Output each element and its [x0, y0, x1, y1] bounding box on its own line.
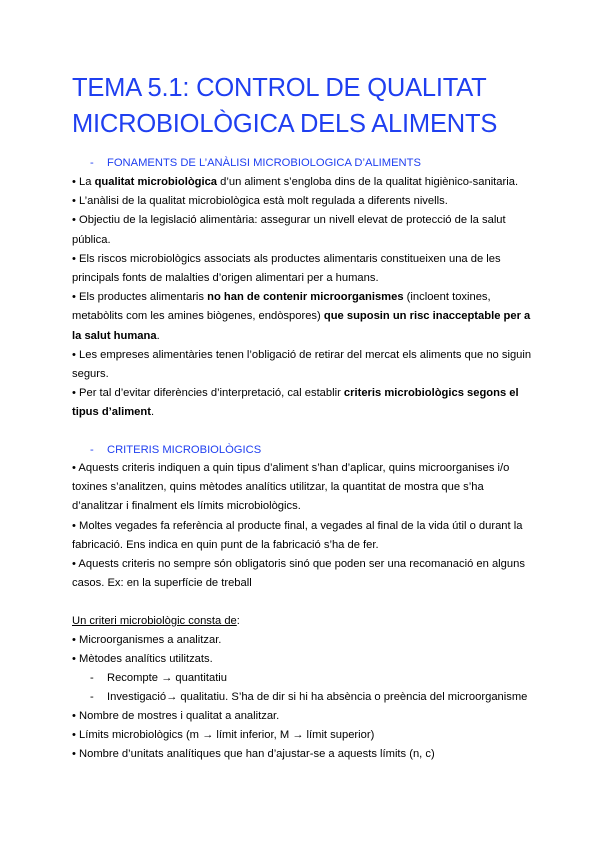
bold-text: qualitat microbiològica	[94, 176, 218, 188]
subheading	[72, 612, 532, 631]
text-run: • Per tal d’evitar diferències d’interpretació, cal establir	[72, 387, 344, 400]
bullet-paragraph: • L’anàlisi de la qualitat microbiològica està molt regulada a diferents nivells.	[72, 195, 448, 208]
bullet-paragraph: • Aquests criteris no sempre són obligatoris sinó que poden ser una recomanació en alguns casos. Ex: en la superfície de treball	[72, 558, 525, 590]
bullet-paragraph: • Mètodes analítics utilitzats.	[72, 653, 213, 666]
section-heading-criteris	[90, 441, 261, 459]
text-run: • Els productes alimentaris	[72, 291, 208, 304]
list-dash: -	[90, 691, 94, 703]
bullet-paragraph: • Objectiu de la legislació alimentària: assegurar un nivell elevat de protecció de la salut pública.	[72, 214, 506, 246]
text-run: (incloent toxines, metabòlits com les amines biògenes, endòspores)	[72, 291, 491, 323]
bullet-paragraph: • Els riscos microbiològics associats als productes alimentaris constitueixen una de les principals fonts de malalties d’origen alimentari per a humans.	[72, 252, 501, 285]
bullet-paragraph: • Microorganismes a analitzar.	[72, 634, 222, 647]
text-run: :	[236, 615, 240, 627]
sub-item-text: Recompte → quantitatiu	[107, 672, 228, 684]
bullet-paragraph: • Aquests criteris indiquen a quin tipus d’aliment s’han d’aplicar, quins microorganises i/o toxines s’analitzen, quins mètodes analítics utilitzar, la quantitat de mostra que s’ha d’analitzar i finalment els límits microbiològics.	[72, 462, 510, 513]
list-dash: -	[90, 672, 94, 684]
text-run: d’un aliment s’engloba dins de la qualitat higiènico-sanitaria.	[217, 176, 519, 188]
section-fonaments-body	[72, 173, 532, 423]
section-criteris-body	[72, 459, 532, 593]
bullet-paragraph: • Nombre de mostres i qualitat a analitzar.	[72, 710, 280, 722]
bullet-paragraph	[72, 384, 532, 422]
bullet-paragraph	[72, 288, 532, 346]
bullet-paragraph: • Moltes vegades fa referència al producte final, a vegades al final de la vida útil o durant la fabricació. Ens indica en quin punt de la fabricació s’ha de fer.	[72, 519, 523, 551]
page-title: TEMA 5.1: CONTROL DE QUALITAT MICROBIOLÒGICA DELS ALIMENTS	[72, 74, 498, 138]
section-heading-fonaments	[90, 154, 421, 172]
text-run: .	[150, 406, 155, 419]
bold-text: que suposin un risc inacceptable per a la salut humana	[72, 310, 531, 342]
text-run: .	[156, 329, 160, 342]
section-heading-text: FONAMENTS DE L’ANÀLISI MICROBIOLOGICA D’ALIMENTS	[107, 157, 421, 169]
sub-item-investigacio	[90, 688, 527, 707]
bold-text: no han de contenir microorganismes	[207, 291, 404, 304]
underlined-heading: Un criteri microbiològic consta de	[72, 615, 237, 627]
list-dash: -	[90, 157, 94, 169]
bullet-paragraph	[72, 173, 532, 192]
section-consta-body-2	[72, 707, 532, 765]
bold-text: criteris microbiològics segons el tipus d’aliment	[72, 387, 519, 419]
list-dash: -	[90, 444, 94, 456]
sub-item-recompte	[90, 669, 227, 688]
bullet-paragraph: • Les empreses alimentàries tenen l’obligació de retirar del mercat els aliments que no siguin segurs.	[72, 348, 532, 381]
bullet-paragraph: • Nombre d’unitats analítiques que han d’ajustar-se a aquests límits (n, c)	[72, 748, 435, 761]
section-heading-text: CRITERIS MICROBIOLÒGICS	[107, 444, 262, 456]
section-consta-body	[72, 612, 532, 670]
text-run: • La	[72, 176, 95, 188]
sub-item-text: Investigació→ qualitatiu. S’ha de dir si hi ha absència o preència del microorganisme	[107, 691, 528, 703]
bullet-paragraph: • Límits microbiològics (m → límit inferior, M → límit superior)	[72, 729, 375, 742]
